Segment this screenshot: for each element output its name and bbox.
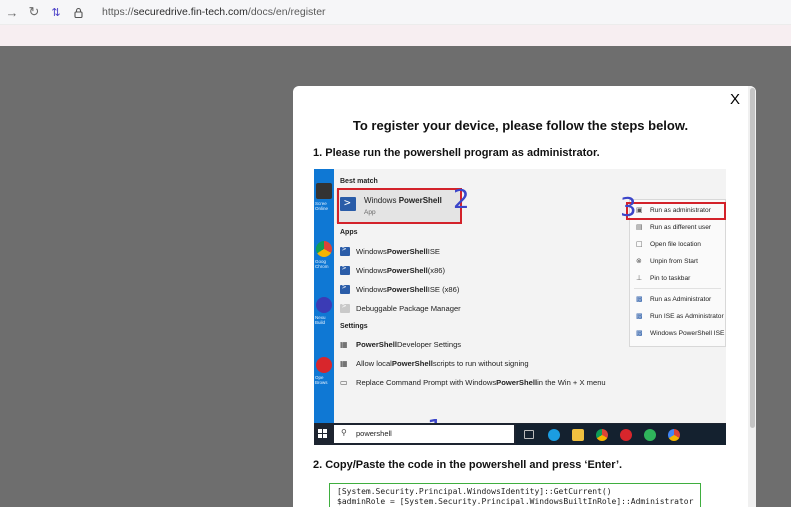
address-bar[interactable] — [102, 6, 326, 18]
search-text: powershell — [356, 429, 392, 438]
ctx-powershell-ise[interactable]: ▩ Windows PowerShell ISE — [636, 329, 725, 337]
forward-icon[interactable]: → — [5, 4, 19, 20]
url-host: securedrive.fin-tech.com — [133, 6, 248, 18]
windows-taskbar — [314, 423, 726, 445]
opera-icon[interactable] — [620, 429, 632, 441]
powershell-icon — [340, 266, 350, 275]
app-result[interactable]: > Windows PowerShell (x86) — [340, 266, 445, 275]
ctx-run-as-different-user[interactable]: ▤ Run as different user — [636, 223, 712, 231]
unpin-icon: ⊗ — [636, 257, 642, 265]
powershell-icon: ▩ — [636, 312, 643, 320]
nexus-icon — [316, 297, 332, 313]
ctx-run-ise-as-admin[interactable]: ▩ Run ISE as Administrator — [636, 312, 724, 320]
powershell-instructions-image — [314, 169, 726, 445]
windows-start-icon[interactable] — [318, 429, 328, 439]
step-1-heading: 1. Please run the powershell program as administrator. — [313, 147, 600, 159]
highlight-run-as-admin — [626, 202, 726, 220]
pin-icon: ⊥ — [636, 274, 643, 282]
modal-title: To register your device, please follow the steps below. — [352, 118, 689, 133]
app-icon[interactable] — [644, 429, 656, 441]
code-block[interactable] — [329, 483, 701, 507]
powershell-icon — [340, 247, 350, 256]
taskbar-search[interactable] — [334, 425, 514, 443]
settings-icon: ▦ — [340, 359, 348, 368]
settings-icon: ▦ — [340, 340, 348, 349]
context-menu-divider — [634, 288, 721, 289]
apps-label: Apps — [340, 229, 358, 236]
app-result[interactable]: > Debuggable Package Manager — [340, 304, 461, 313]
sidebar-label: Goog Chrom — [315, 259, 329, 269]
step-2-heading: 2. Copy/Paste the code in the powershell and press ‘Enter’. — [313, 459, 623, 471]
marker-2: 2 — [453, 185, 470, 215]
desktop-sidebar — [314, 169, 334, 445]
register-modal — [293, 86, 756, 507]
url-prefix: https:// — [102, 6, 134, 18]
modal-scrollbar[interactable] — [748, 86, 756, 507]
context-menu — [629, 199, 726, 347]
sidebar-label: Nexu Build — [315, 315, 326, 325]
setting-result[interactable]: ▦ PowerShell Developer Settings — [340, 340, 462, 349]
opera-icon — [316, 357, 332, 373]
shield-icon: ▣ — [636, 206, 643, 214]
tune-icon[interactable]: ⇅ — [51, 6, 61, 19]
chrome-icon — [316, 241, 332, 257]
lock-icon[interactable] — [68, 2, 88, 22]
highlight-best-match — [337, 188, 462, 224]
powershell-icon — [340, 285, 350, 294]
powershell-icon: ▩ — [636, 329, 643, 337]
marker-3: 3 — [620, 193, 637, 223]
edge-icon[interactable] — [548, 429, 560, 441]
scrollbar-thumb[interactable] — [750, 88, 755, 428]
reload-icon[interactable]: ↻ — [28, 4, 40, 19]
sidebar-label: Ope Brows — [315, 375, 328, 385]
app-result[interactable]: > Windows PowerShell ISE — [340, 247, 440, 256]
best-match-label: Best match — [340, 178, 378, 185]
browser-toolbar — [0, 0, 791, 24]
app-result[interactable]: > Windows PowerShell ISE (x86) — [340, 285, 459, 294]
ctx-run-as-administrator[interactable]: ▩ Run as Administrator — [636, 295, 712, 303]
sidebar-label: Scree Online — [315, 201, 329, 211]
settings-label: Settings — [340, 323, 368, 330]
close-button[interactable]: X — [730, 91, 741, 108]
ctx-unpin-from-start[interactable]: ⊗ Unpin from Start — [636, 257, 699, 265]
chrome-icon[interactable] — [596, 429, 608, 441]
taskbar-apps — [516, 424, 726, 445]
url-path: /docs/en/register — [247, 6, 326, 18]
app-icon[interactable] — [668, 429, 680, 441]
search-icon: ⚲ — [341, 428, 347, 437]
code-line: $adminRole = [System.Security.Principal.WindowsBuiltInRole]::Administrator — [337, 497, 694, 506]
settings-icon: ▭ — [340, 378, 348, 387]
user-icon: ▤ — [636, 223, 643, 231]
folder-icon: □ — [636, 240, 643, 248]
powershell-icon: ▩ — [636, 295, 643, 303]
package-icon — [340, 304, 350, 313]
page-header-strip — [0, 24, 791, 46]
setting-result[interactable]: ▭ Replace Command Prompt with Windows PowerShell in the Win + X menu — [340, 378, 606, 387]
code-line: [System.Security.Principal.WindowsIdentity]::GetCurrent() — [337, 487, 612, 496]
explorer-icon[interactable] — [572, 429, 584, 441]
best-match-name: Windows PowerShell — [364, 196, 442, 205]
task-view-icon[interactable] — [524, 430, 534, 439]
app-icon — [316, 183, 332, 199]
best-match-type: App — [364, 209, 376, 216]
ctx-open-file-location[interactable]: □ Open file location — [636, 240, 701, 248]
ctx-pin-to-taskbar[interactable]: ⊥ Pin to taskbar — [636, 274, 691, 282]
ctx-run-as-admin[interactable]: ▣ Run as administrator — [636, 206, 711, 214]
setting-result[interactable]: ▦ Allow local PowerShell scripts to run without signing — [340, 359, 529, 368]
